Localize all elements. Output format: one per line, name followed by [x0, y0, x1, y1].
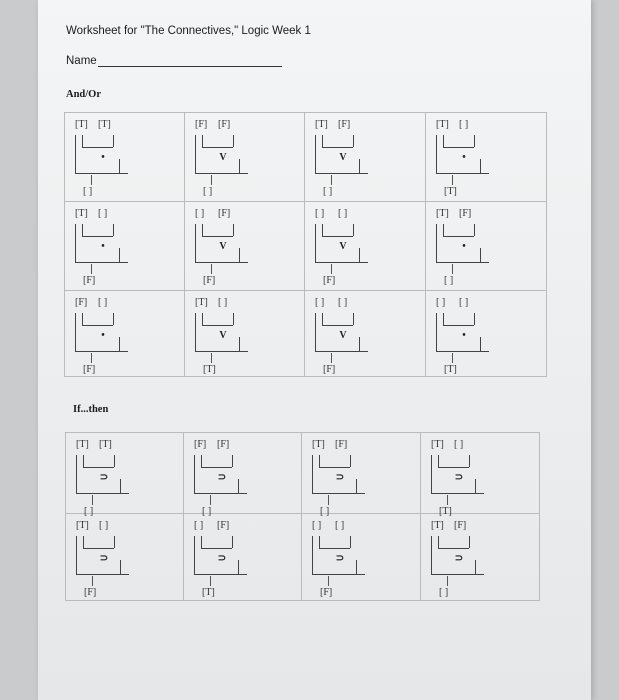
input-a-value[interactable]: [ ] [194, 520, 204, 531]
connective-diagram [315, 224, 368, 263]
truth-inputs [315, 119, 361, 130]
input-b-value[interactable]: [F] [217, 439, 230, 450]
connective-diagram [312, 455, 365, 494]
worksheet-title: Worksheet for "The Connectives," Logic Week 1 [66, 25, 311, 37]
connective-diagram [195, 135, 248, 174]
if-then-row [66, 433, 540, 514]
output-value[interactable]: [T] [203, 364, 216, 375]
connective-diagram [436, 135, 489, 174]
input-a-value[interactable]: [ ] [315, 208, 325, 219]
and-or-cell [426, 202, 547, 291]
input-b-value[interactable]: [F] [218, 208, 231, 219]
and-or-cell [185, 202, 305, 291]
connective-diagram [76, 536, 129, 575]
input-a-value[interactable]: [T] [75, 208, 88, 219]
truth-inputs [436, 297, 482, 308]
truth-inputs [75, 297, 121, 308]
input-a-value[interactable]: [T] [431, 520, 444, 531]
connective-operator: V [219, 152, 227, 163]
output-value[interactable]: [T] [202, 587, 215, 598]
output-value[interactable]: [ ] [83, 186, 93, 197]
output-value[interactable]: [F] [323, 364, 336, 375]
output-value[interactable]: [F] [203, 275, 216, 286]
input-b-value[interactable]: [T] [99, 439, 112, 450]
truth-inputs [431, 520, 477, 531]
connective-operator: ⊃ [99, 553, 109, 564]
if-then-cell [184, 433, 302, 517]
output-value[interactable]: [F] [323, 275, 336, 286]
output-value[interactable]: [ ] [202, 506, 212, 517]
connective-operator: V [219, 330, 227, 341]
input-a-value[interactable]: [F] [195, 119, 208, 130]
name-blank-line [98, 66, 282, 67]
input-a-value[interactable]: [T] [315, 119, 328, 130]
input-a-value[interactable]: [T] [76, 520, 89, 531]
connective-operator: • [462, 330, 466, 341]
output-value[interactable]: [ ] [320, 506, 330, 517]
connective-diagram [431, 536, 484, 575]
output-value[interactable]: [T] [439, 506, 452, 517]
and-or-row [65, 202, 547, 291]
connective-diagram [436, 224, 489, 263]
connective-diagram [436, 313, 489, 352]
truth-inputs [431, 439, 477, 450]
output-value[interactable]: [F] [84, 587, 97, 598]
connective-operator: V [219, 241, 227, 252]
connective-operator: • [462, 152, 466, 163]
connective-diagram [194, 536, 247, 575]
truth-inputs [75, 208, 121, 219]
if-then-table [65, 432, 540, 601]
input-a-value[interactable]: [T] [75, 119, 88, 130]
connective-operator: ⊃ [99, 472, 109, 483]
connective-diagram [194, 455, 247, 494]
connective-diagram [195, 224, 248, 263]
input-b-value[interactable]: [T] [98, 119, 111, 130]
connective-diagram [315, 135, 368, 174]
connective-diagram [315, 313, 368, 352]
truth-inputs [194, 520, 240, 531]
input-b-value[interactable]: [ ] [99, 520, 109, 531]
and-or-cell [426, 291, 547, 377]
truth-inputs [315, 297, 361, 308]
input-b-value[interactable]: [ ] [335, 520, 345, 531]
truth-inputs [76, 439, 122, 450]
truth-inputs [76, 520, 122, 531]
input-a-value[interactable]: [F] [194, 439, 207, 450]
connective-operator: V [339, 241, 347, 252]
output-value[interactable]: [ ] [323, 186, 333, 197]
input-b-value[interactable]: [ ] [454, 439, 464, 450]
output-value[interactable]: [ ] [203, 186, 213, 197]
connective-diagram [312, 536, 365, 575]
connective-operator: ⊃ [454, 472, 464, 483]
input-a-value[interactable]: [T] [195, 297, 208, 308]
truth-inputs [194, 439, 240, 450]
connective-operator: ⊃ [217, 553, 227, 564]
input-a-value[interactable]: [T] [436, 208, 449, 219]
and-or-row [65, 113, 547, 202]
and-or-cell [305, 291, 426, 377]
input-a-value[interactable]: [T] [436, 119, 449, 130]
connective-operator: ⊃ [335, 553, 345, 564]
output-value[interactable]: [F] [83, 275, 96, 286]
input-a-value[interactable]: [T] [431, 439, 444, 450]
input-a-value[interactable]: [ ] [315, 297, 325, 308]
connective-diagram [195, 313, 248, 352]
input-b-value[interactable]: [ ] [98, 208, 108, 219]
input-b-value[interactable]: [ ] [338, 208, 348, 219]
input-a-value[interactable]: [F] [75, 297, 88, 308]
truth-inputs [312, 439, 358, 450]
connective-operator: V [339, 330, 347, 341]
and-or-cell [65, 202, 185, 291]
truth-inputs [312, 520, 358, 531]
input-b-value[interactable]: [F] [338, 119, 351, 130]
input-a-value[interactable]: [ ] [195, 208, 205, 219]
truth-inputs [436, 119, 482, 130]
input-a-value[interactable]: [ ] [436, 297, 446, 308]
input-b-value[interactable]: [ ] [98, 297, 108, 308]
input-b-value[interactable]: [ ] [459, 297, 469, 308]
input-b-value[interactable]: [F] [459, 208, 472, 219]
and-or-cell [185, 291, 305, 377]
and-or-cell [305, 202, 426, 291]
and-or-row [65, 291, 547, 377]
truth-inputs [195, 297, 241, 308]
and-or-cell [305, 113, 426, 202]
connective-operator: ⊃ [217, 472, 227, 483]
if-then-cell [421, 433, 540, 517]
and-or-heading: And/Or [66, 89, 102, 100]
input-b-value[interactable]: [F] [335, 439, 348, 450]
and-or-table [64, 112, 547, 377]
truth-inputs [195, 119, 241, 130]
truth-inputs [75, 119, 121, 130]
connective-diagram [75, 135, 128, 174]
connective-operator: • [101, 241, 105, 252]
output-value[interactable]: [ ] [84, 506, 94, 517]
if-then-cell [302, 433, 421, 517]
connective-diagram [431, 455, 484, 494]
if-then-cell [302, 514, 421, 601]
truth-inputs [195, 208, 241, 219]
connective-diagram [75, 313, 128, 352]
and-or-cell [185, 113, 305, 202]
input-b-value[interactable]: [F] [218, 119, 231, 130]
output-value[interactable]: [F] [83, 364, 96, 375]
output-value[interactable]: [F] [320, 587, 333, 598]
connective-operator: ⊃ [335, 472, 345, 483]
connective-diagram [76, 455, 129, 494]
output-value[interactable]: [T] [444, 364, 457, 375]
if-then-cell [66, 433, 184, 517]
connective-diagram [75, 224, 128, 263]
input-a-value[interactable]: [T] [76, 439, 89, 450]
and-or-cell [426, 113, 547, 202]
connective-operator: • [101, 152, 105, 163]
connective-operator: ⊃ [454, 553, 464, 564]
input-a-value[interactable]: [T] [312, 439, 325, 450]
if-then-row [66, 514, 540, 601]
if-then-heading: If...then [73, 404, 109, 415]
truth-inputs [315, 208, 361, 219]
connective-operator: • [101, 330, 105, 341]
input-a-value[interactable]: [ ] [312, 520, 322, 531]
input-b-value[interactable]: [ ] [218, 297, 228, 308]
truth-inputs [436, 208, 482, 219]
output-value[interactable]: [T] [444, 186, 457, 197]
input-b-value[interactable]: [ ] [338, 297, 348, 308]
input-b-value[interactable]: [ ] [459, 119, 469, 130]
if-then-cell [184, 514, 302, 601]
connective-operator: • [462, 241, 466, 252]
connective-operator: V [339, 152, 347, 163]
input-b-value[interactable]: [F] [217, 520, 230, 531]
output-value[interactable]: [ ] [439, 587, 449, 598]
if-then-cell [421, 514, 540, 601]
and-or-cell [65, 113, 185, 202]
and-or-cell [65, 291, 185, 377]
if-then-cell [66, 514, 184, 601]
output-value[interactable]: [ ] [444, 275, 454, 286]
input-b-value[interactable]: [F] [454, 520, 467, 531]
name-label: Name [66, 55, 97, 67]
